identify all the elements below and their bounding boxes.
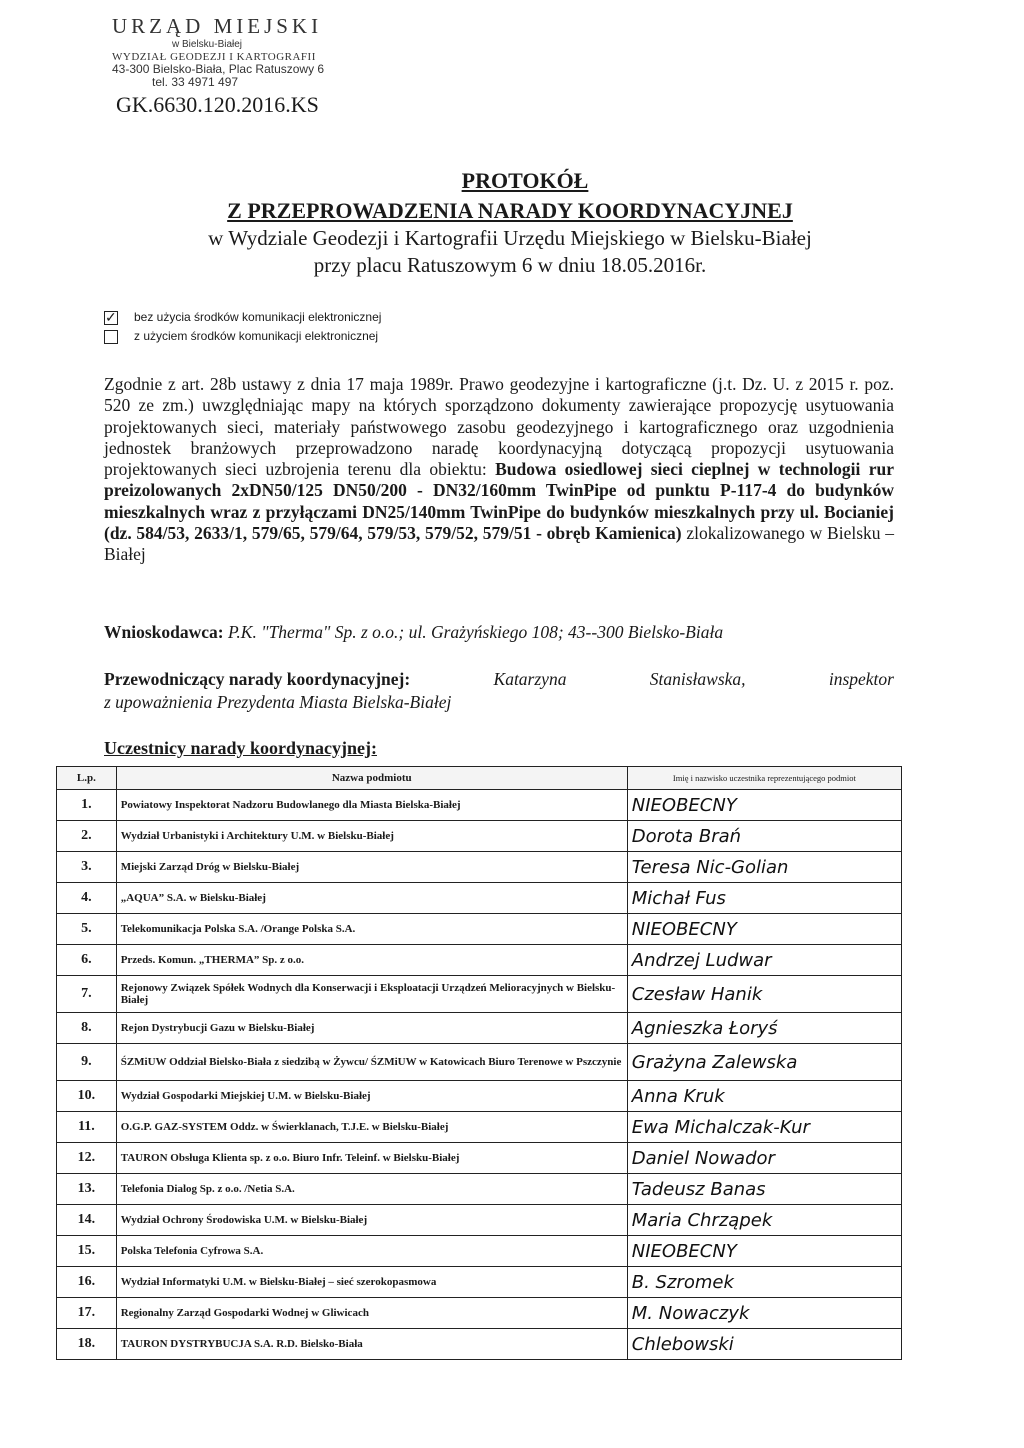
header-name: Nazwa podmiotu (116, 767, 627, 790)
row-rep: Daniel Nowador (627, 1143, 901, 1174)
row-rep: NIEOBECNY (627, 790, 901, 821)
body-location: zlokalizowanego w Bielsku – Białej (104, 523, 894, 565)
document-department: w Wydziale Geodezji i Kartografii Urzędu Miejskiego w Bielsku-Białej (208, 226, 812, 250)
option-row (104, 327, 381, 346)
row-lp: 10. (57, 1081, 117, 1112)
row-lp: 15. (57, 1236, 117, 1267)
table-row (57, 1174, 902, 1205)
document-date-line: przy placu Ratuszowym 6 w dniu 18.05.2016r. (313, 253, 707, 277)
row-rep: Maria Chrząpek (627, 1205, 901, 1236)
table-row (57, 790, 902, 821)
stamp-office: URZĄD MIEJSKI (112, 14, 323, 38)
checkbox-unchecked[interactable] (104, 330, 118, 344)
table-row (57, 1081, 902, 1112)
chair-name: Katarzyna (493, 669, 567, 689)
row-name: Rejonowy Związek Spółek Wodnych dla Konserwacji i Eksploatacji Urządzeń Melioracyjnych w Bielsku-Białej (116, 976, 627, 1013)
row-lp: 11. (57, 1112, 117, 1143)
row-name: Regionalny Zarząd Gospodarki Wodnej w Gliwicach (116, 1298, 627, 1329)
row-rep: B. Szromek (627, 1267, 901, 1298)
row-name: Wydział Urbanistyki i Architektury U.M. w Bielsku-Białej (116, 821, 627, 852)
row-rep: Agnieszka Łoryś (627, 1013, 901, 1044)
table-row (57, 852, 902, 883)
table-row (57, 883, 902, 914)
row-lp: 1. (57, 790, 117, 821)
row-lp: 8. (57, 1013, 117, 1044)
body-object: Budowa osiedlowej sieci cieplnej w technologii rur preizolowanych 2xDN50/125 DN50/200 - DN32/160mm TwinPipe od punktu P-117-4 do budynków mieszkalnych wraz z przyłączami DN25/140mm TwinPipe do budynków mieszkalnych przy ul. Bocianiej (dz. 584/53, 2633/1, 579/65, 579/64, 579/53, 579/52, 579/51 - obręb Kamienica) (104, 459, 894, 544)
table-row (57, 1112, 902, 1143)
row-lp: 4. (57, 883, 117, 914)
row-name: ŚZMiUW Oddział Bielsko-Biała z siedzibą w Żywcu/ ŚZMiUW w Katowicach Biuro Terenowe w Pszczynie (116, 1044, 627, 1081)
body-intro: Zgodnie z art. 28b ustawy z dnia 17 maja 1989r. Prawo geodezyjne i kartograficzne (j.t. Dz. U. z 2015 r. poz. 520 ze zm.) uwzględniając mapy na których sporządzono dokumenty zawierające propozycję usytuowania projektowanych sieci, materiały państwowego zasobu geodezyjnego i kartograficznego oraz uzgodnienia jednostek branżowych przeprowadzono naradę koordynacyjną dotyczącą propozycji usytuowania projektowanych sieci uzbrojenia terenu dla obiektu: (104, 374, 894, 480)
title-block (100, 168, 920, 278)
table-row (57, 1329, 902, 1360)
row-name: Przeds. Komun. „THERMA” Sp. z o.o. (116, 945, 627, 976)
row-rep: Czesław Hanik (627, 976, 901, 1013)
row-rep: Michał Fus (627, 883, 901, 914)
table-row (57, 821, 902, 852)
header-lp: L.p. (57, 767, 117, 790)
row-name: Rejon Dystrybucji Gazu w Bielsku-Białej (116, 1013, 627, 1044)
row-rep: Grażyna Zalewska (627, 1044, 901, 1081)
participants-table (56, 766, 902, 1360)
table-row (57, 1044, 902, 1081)
row-name: Wydział Ochrony Środowiska U.M. w Bielsku-Białej (116, 1205, 627, 1236)
row-lp: 17. (57, 1298, 117, 1329)
case-number: GK.6630.120.2016.KS (116, 92, 319, 117)
table-row (57, 1205, 902, 1236)
stamp-city: w Bielsku-Białej (172, 39, 243, 50)
row-name: Powiatowy Inspektorat Nadzoru Budowlanego dla Miasta Bielska-Białej (116, 790, 627, 821)
row-rep: Tadeusz Banas (627, 1174, 901, 1205)
chair-surname: Stanisławska, (649, 669, 746, 689)
row-rep: Chlebowski (627, 1329, 901, 1360)
row-lp: 7. (57, 976, 117, 1013)
row-lp: 14. (57, 1205, 117, 1236)
option-label: z użyciem środków komunikacji elektronicznej (134, 329, 379, 343)
row-lp: 13. (57, 1174, 117, 1205)
row-rep: Anna Kruk (627, 1081, 901, 1112)
office-stamp (112, 14, 352, 89)
option-row (104, 308, 381, 327)
row-rep: M. Nowaczyk (627, 1298, 901, 1329)
chair-label: Przewodniczący narady koordynacyjnej: (104, 669, 411, 689)
table-row (57, 976, 902, 1013)
row-rep: Andrzej Ludwar (627, 945, 901, 976)
table-row (57, 914, 902, 945)
chair-authority: z upoważnienia Prezydenta Miasta Bielska-Białej (104, 692, 452, 712)
row-rep: Ewa Michalczak-Kur (627, 1112, 901, 1143)
row-rep: NIEOBECNY (627, 914, 901, 945)
row-lp: 18. (57, 1329, 117, 1360)
document-subtitle: Z PRZEPROWADZENIA NARADY KOORDYNACYJNEJ (227, 198, 793, 223)
participants-title: Uczestnicy narady koordynacyjnej: (104, 738, 377, 758)
option-label: bez użycia środków komunikacji elektronicznej (134, 310, 382, 324)
document-title: PROTOKÓŁ (461, 168, 589, 193)
row-name: TAURON DYSTRYBUCJA S.A. R.D. Bielsko-Biała (116, 1329, 627, 1360)
row-rep: Dorota Brań (627, 821, 901, 852)
header-rep: Imię i nazwisko uczestnika reprezentującego podmiot (627, 767, 901, 790)
chair-role: inspektor (828, 669, 894, 689)
row-name: Telekomunikacja Polska S.A. /Orange Polska S.A. (116, 914, 627, 945)
row-name: Miejski Zarząd Dróg w Bielsku-Białej (116, 852, 627, 883)
row-rep: Teresa Nic-Golian (627, 852, 901, 883)
table-row (57, 1143, 902, 1174)
row-lp: 16. (57, 1267, 117, 1298)
row-lp: 6. (57, 945, 117, 976)
row-lp: 5. (57, 914, 117, 945)
applicant (104, 622, 904, 643)
body-paragraph (104, 374, 894, 566)
row-name: TAURON Obsługa Klienta sp. z o.o. Biuro Infr. Teleinf. w Bielsku-Białej (116, 1143, 627, 1174)
table-row (57, 945, 902, 976)
stamp-address: 43-300 Bielsko-Biała, Plac Ratuszowy 6 (112, 62, 325, 76)
stamp-phone: tel. 33 4971 497 (152, 75, 239, 89)
row-lp: 3. (57, 852, 117, 883)
table-row (57, 1236, 902, 1267)
communication-options (104, 308, 381, 346)
row-rep: NIEOBECNY (627, 1236, 901, 1267)
table-row (57, 1267, 902, 1298)
row-lp: 12. (57, 1143, 117, 1174)
stamp-department: WYDZIAŁ GEODEZJI I KARTOGRAFII (112, 51, 316, 63)
applicant-label: Wnioskodawca: (104, 622, 224, 642)
row-lp: 9. (57, 1044, 117, 1081)
applicant-value: P.K. "Therma" Sp. z o.o.; ul. Grażyńskiego 108; 43--300 Bielsko-Biała (227, 622, 724, 642)
row-name: Wydział Informatyki U.M. w Bielsku-Białej – sieć szerokopasmowa (116, 1267, 627, 1298)
chair-block (104, 668, 894, 714)
row-name: „AQUA” S.A. w Bielsku-Białej (116, 883, 627, 914)
row-lp: 2. (57, 821, 117, 852)
row-name: Wydział Gospodarki Miejskiej U.M. w Bielsku-Białej (116, 1081, 627, 1112)
row-name: Telefonia Dialog Sp. z o.o. /Netia S.A. (116, 1174, 627, 1205)
checkbox-checked[interactable] (104, 311, 118, 325)
table-row (57, 1298, 902, 1329)
row-name: Polska Telefonia Cyfrowa S.A. (116, 1236, 627, 1267)
table-row (57, 1013, 902, 1044)
row-name: O.G.P. GAZ-SYSTEM Oddz. w Świerklanach, T.J.E. w Bielsku-Białej (116, 1112, 627, 1143)
